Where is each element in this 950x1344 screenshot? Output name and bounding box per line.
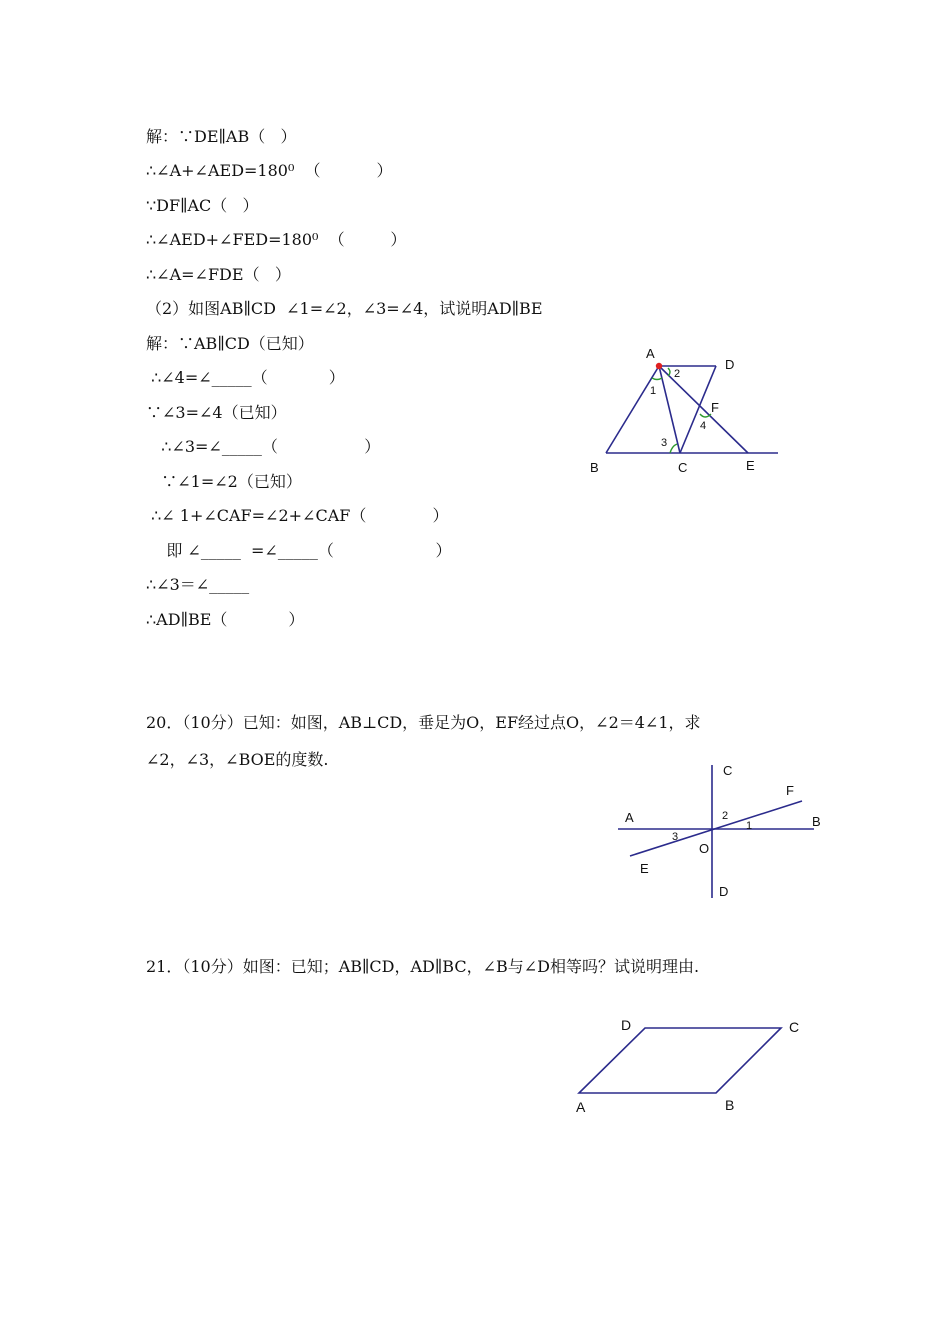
label-angle-3: 3 [661,437,668,449]
label-F-20: F [786,783,794,798]
label-D: D [725,357,735,372]
p19b-line-10: ∴AD∥BE（ ） [146,610,305,629]
label-E-20: E [640,861,649,876]
p19b-line-2: 解：∵AB∥CD（已知） [146,334,314,353]
p19-line-1: 解：∵DE∥AB（ ） [146,127,297,146]
label-B-21: B [725,1097,735,1113]
label-A: A [646,346,655,361]
p20-line-1: 20．（10分）已知：如图，AB⊥CD，垂足为O，EF经过点O，∠2＝4∠1，求 [146,713,701,732]
figure-20-lines [618,765,814,898]
p19-line-5: ∴∠A=∠FDE（ ） [146,265,291,284]
label-B: B [590,460,599,475]
segment-AE [659,366,748,453]
label-angle-1-20: 1 [746,820,753,832]
label-angle-2-20: 2 [722,810,729,822]
label-C: C [678,460,688,475]
label-C-20: C [723,763,733,778]
p19b-line-4: ∵∠3=∠4（已知） [146,403,287,422]
p19b-line-5: ∴∠3=∠_____（ ） [146,437,381,456]
label-D-20: D [719,884,729,899]
p19b-line-9: ∴∠3＝∠_____ [146,575,250,594]
segment-AB [606,366,659,453]
point-A-marker [656,363,662,369]
angle-2-arc [668,368,670,376]
label-B-20: B [812,814,821,829]
p19b-line-6: ∵∠1=∠2（已知） [146,472,302,491]
label-angle-3-20: 3 [672,831,679,843]
label-angle-1: 1 [650,385,657,397]
label-A-20: A [625,810,634,825]
parallelogram-ABCD [579,1028,781,1093]
p20-line-2: ∠2，∠3，∠BOE的度数. [146,750,329,769]
p19b-line-8: 即 ∠_____ =∠_____（ ） [146,541,452,560]
label-D-21: D [621,1017,632,1033]
p19b-line-7: ∴∠ 1+∠CAF=∠2+∠CAF（ ） [146,506,449,525]
label-angle-2: 2 [674,368,681,380]
label-A-21: A [576,1099,586,1115]
label-O-20: O [699,841,710,856]
angle-3-arc [670,444,677,453]
p21-line-1: 21．（10分）如图：已知；AB∥CD，AD∥BC，∠B与∠D相等吗？试说明理由. [146,957,700,976]
label-F: F [711,400,719,415]
label-C-21: C [789,1019,800,1035]
label-angle-4: 4 [700,420,707,432]
label-E: E [746,458,755,473]
p19-line-3: ∵DF∥AC（ ） [146,196,259,215]
figure-19-lines [606,366,778,453]
p19b-line-3: ∴∠4=∠_____（ ） [146,368,345,387]
angle-1-arc [652,378,662,380]
p19-line-2: ∴∠A+∠AED=180⁰ （ ） [146,161,393,180]
p19-line-4: ∴∠AED+∠FED=180⁰ （ ） [146,230,407,249]
p19b-line-1: （2）如图AB∥CD ∠1=∠2，∠3=∠4，试说明AD∥BE [146,299,543,318]
